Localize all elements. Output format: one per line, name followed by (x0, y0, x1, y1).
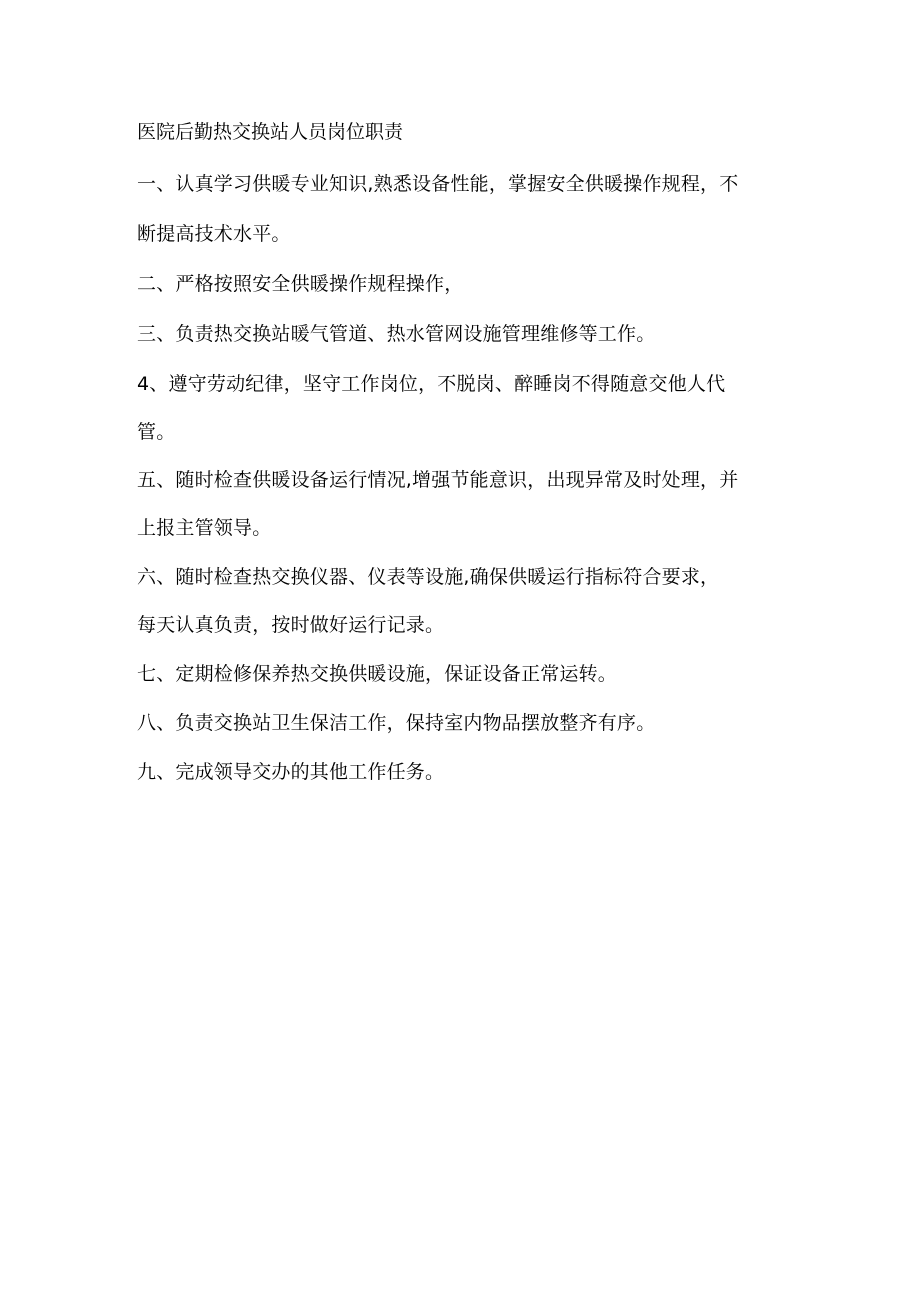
duty-line-2: 二、严格按照安全供暖操作规程操作， (137, 273, 464, 295)
duty-line-1-cont: 断提高技术水平。 (137, 223, 291, 245)
duty-line-4-cont: 管。 (137, 421, 176, 443)
duty-line-1: 一、认真学习供暖专业知识,熟悉设备性能，掌握安全供暖操作规程，不 (137, 173, 739, 195)
duty-line-7: 七、定期检修保养热交换供暖设施，保证设备正常运转。 (137, 663, 618, 685)
duty-line-5-cont: 上报主管领导。 (137, 517, 272, 539)
duty-line-6-cont: 每天认真负责，按时做好运行记录。 (137, 614, 445, 636)
duty-line-6: 六、随时检查热交换仪器、仪表等设施,确保供暖运行指标符合要求， (137, 566, 720, 588)
duty-line-5: 五、随时检查供暖设备运行情况,增强节能意识，出现异常及时处理，并 (137, 469, 739, 491)
duty-line-9: 九、完成领导交办的其他工作任务。 (137, 761, 445, 783)
duty-line-3: 三、负责热交换站暖气管道、热水管网设施管理维修等工作。 (137, 323, 656, 345)
document-title: 医院后勤热交换站人员岗位职责 (137, 121, 404, 143)
duty-line-8: 八、负责交换站卫生保洁工作，保持室内物品摆放整齐有序。 (137, 712, 656, 734)
duty-line-4: 4、遵守劳动纪律，坚守工作岗位，不脱岗、醉睡岗不得随意交他人代 (137, 373, 726, 395)
